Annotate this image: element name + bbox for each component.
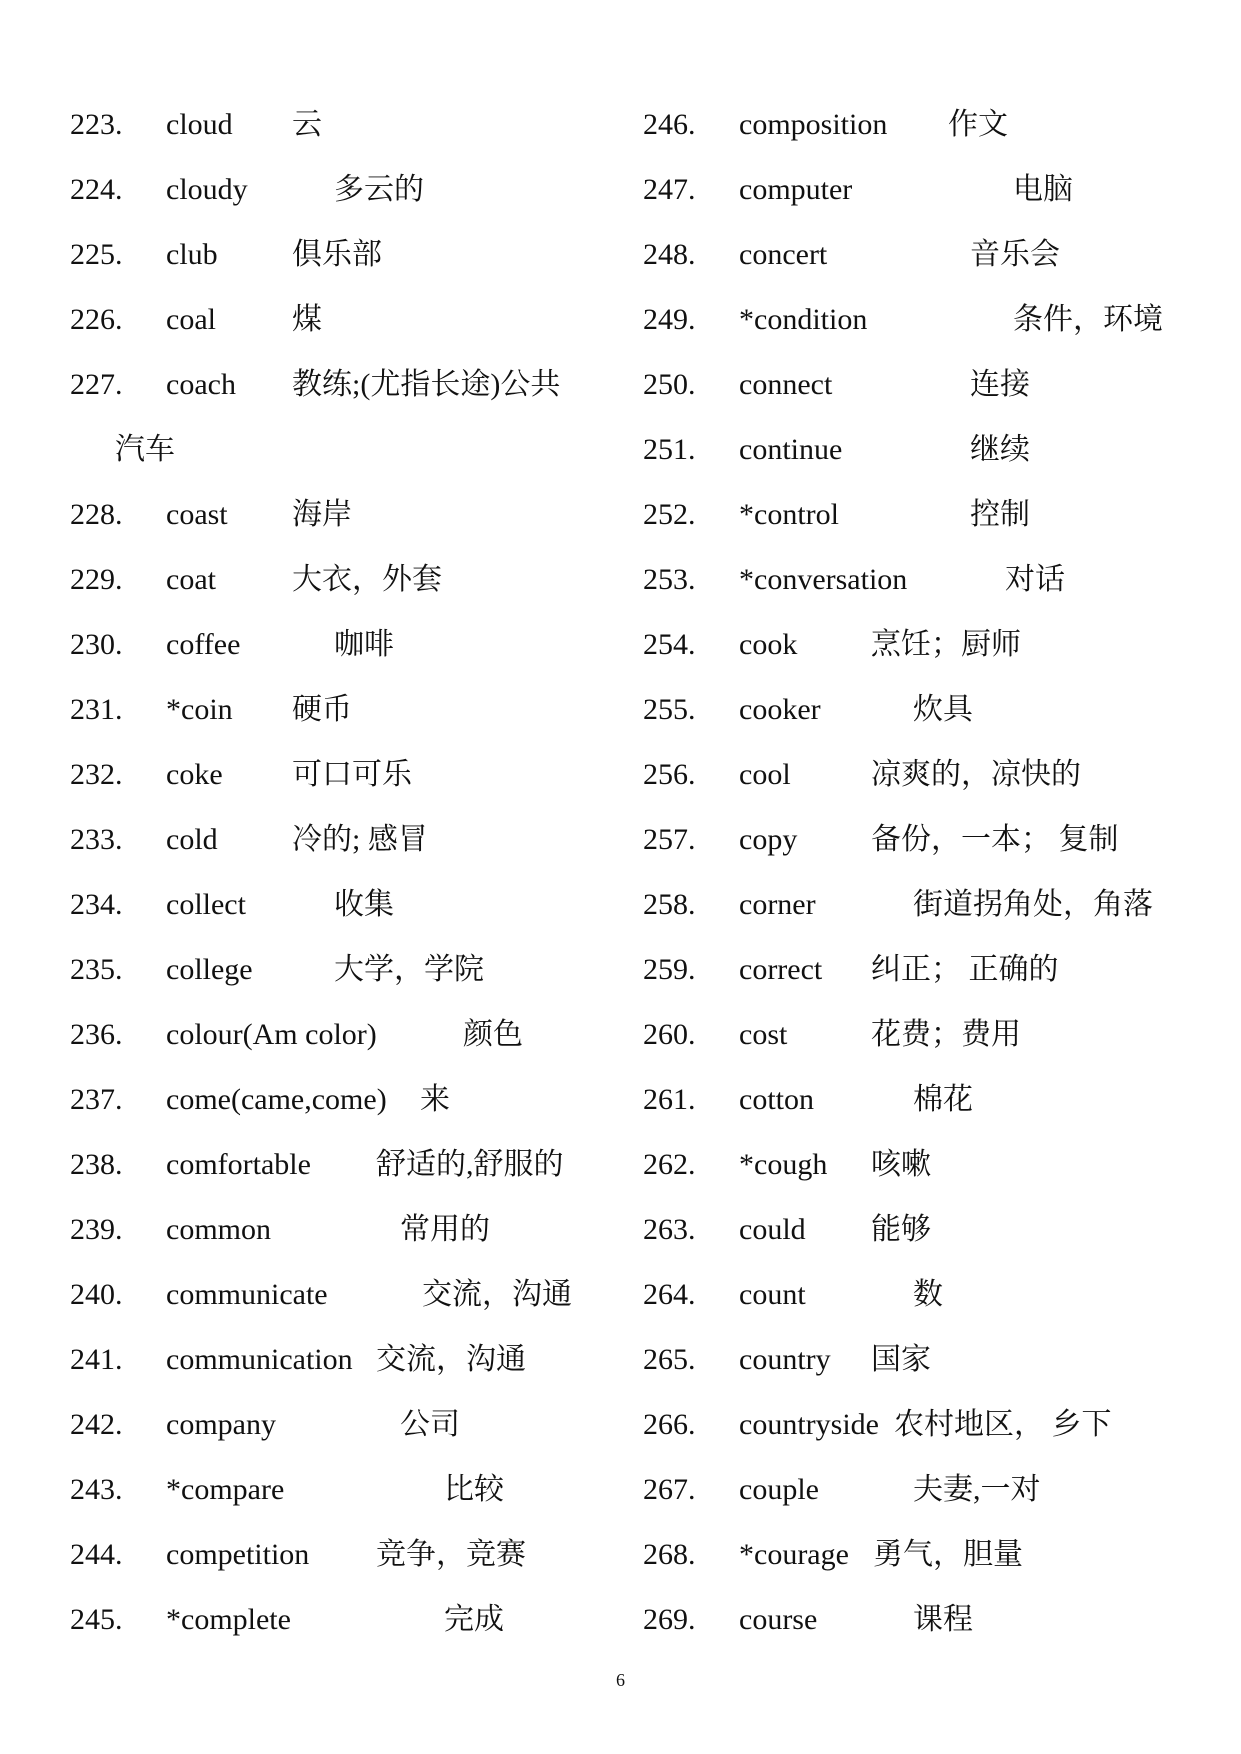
- entry-number: 224.: [70, 173, 123, 206]
- entry-meaning: 海岸: [292, 498, 352, 531]
- entry-meaning: 连接: [970, 368, 1030, 401]
- entry-number: 235.: [70, 953, 123, 986]
- entry-266: [643, 1392, 1203, 1457]
- entry-word: *cough: [739, 1148, 828, 1181]
- entry-word: concert: [739, 238, 828, 271]
- entry-meaning: 硬币: [292, 693, 352, 726]
- entry-number: 231.: [70, 693, 123, 726]
- entry-meaning: 数: [913, 1278, 943, 1311]
- entry-number: 227.: [70, 368, 123, 401]
- entry-word: coat: [166, 563, 216, 596]
- entry-word: *conversation: [739, 563, 908, 596]
- entry-word: cloudy: [166, 173, 248, 206]
- entry-number: 250.: [643, 368, 696, 401]
- entry-261: [643, 1067, 1203, 1132]
- entry-263: [643, 1197, 1203, 1262]
- entry-word: *condition: [739, 303, 868, 336]
- entry-number: 232.: [70, 758, 123, 791]
- entry-number: 266.: [643, 1408, 696, 1441]
- entry-265: [643, 1327, 1203, 1392]
- entry-number: 259.: [643, 953, 696, 986]
- entry-word: coffee: [166, 628, 241, 661]
- entry-meaning: 能够: [871, 1213, 931, 1246]
- entry-237: [70, 1067, 610, 1132]
- left-column: [70, 92, 610, 1652]
- entry-number: 256.: [643, 758, 696, 791]
- entry-245: [70, 1587, 610, 1652]
- entry-meaning: 教练;(尤指长途)公共: [292, 368, 561, 401]
- entry-number: 255.: [643, 693, 696, 726]
- entry-word: connect: [739, 368, 833, 401]
- entry-number: 239.: [70, 1213, 123, 1246]
- entry-meaning: 街道拐角处，角落: [913, 888, 1153, 921]
- entry-word: count: [739, 1278, 806, 1311]
- entry-meaning: 收集: [334, 888, 394, 921]
- entry-meaning: 作文: [948, 108, 1008, 141]
- entry-241: [70, 1327, 610, 1392]
- entry-word: copy: [739, 823, 798, 856]
- entry-260: [643, 1002, 1203, 1067]
- entry-number: 268.: [643, 1538, 696, 1571]
- entry-meaning: 勇气，胆量: [873, 1538, 1023, 1571]
- entry-234: [70, 872, 610, 937]
- entry-number: 243.: [70, 1473, 123, 1506]
- entry-number: 234.: [70, 888, 123, 921]
- entry-word: couple: [739, 1473, 819, 1506]
- entry-238: [70, 1132, 610, 1197]
- entry-meaning: 课程: [913, 1603, 973, 1636]
- entry-word: club: [166, 238, 218, 271]
- entry-number: 237.: [70, 1083, 123, 1116]
- entry-word: common: [166, 1213, 271, 1246]
- entry-word: competition: [166, 1538, 310, 1571]
- entry-meaning: 交流，沟通: [376, 1343, 526, 1376]
- entry-meaning: 比较: [444, 1473, 504, 1506]
- entry-number: 244.: [70, 1538, 123, 1571]
- entry-258: [643, 872, 1203, 937]
- entry-meaning: 交流，沟通: [422, 1278, 572, 1311]
- entry-meaning: 继续: [970, 433, 1030, 466]
- entry-253: [643, 547, 1203, 612]
- entry-number: 228.: [70, 498, 123, 531]
- entry-number: 265.: [643, 1343, 696, 1376]
- entry-225: [70, 222, 610, 287]
- entry-244: [70, 1522, 610, 1587]
- entry-number: 229.: [70, 563, 123, 596]
- entry-264: [643, 1262, 1203, 1327]
- entry-word: computer: [739, 173, 853, 206]
- entry-231: [70, 677, 610, 742]
- entry-meaning: 颜色: [463, 1018, 523, 1051]
- entry-259: [643, 937, 1203, 1002]
- entry-230: [70, 612, 610, 677]
- entry-256: [643, 742, 1203, 807]
- entry-meaning: 俱乐部: [292, 238, 382, 271]
- entry-meaning: 竞争，竞赛: [376, 1538, 526, 1571]
- entry-meaning: 对话: [1005, 563, 1065, 596]
- entry-word: coast: [166, 498, 228, 531]
- entry-number: 230.: [70, 628, 123, 661]
- entry-word: composition: [739, 108, 888, 141]
- entry-number: 238.: [70, 1148, 123, 1181]
- entry-267: [643, 1457, 1203, 1522]
- entry-meaning: 烹饪；厨师: [871, 628, 1021, 661]
- entry-number: 225.: [70, 238, 123, 271]
- entry-233: [70, 807, 610, 872]
- entry-meaning: 棉花: [913, 1083, 973, 1116]
- entry-word: cloud: [166, 108, 233, 141]
- entry-meaning: 来: [420, 1083, 450, 1116]
- entry-243: [70, 1457, 610, 1522]
- entry-meaning: 夫妻,一对: [913, 1473, 1041, 1506]
- entry-240: [70, 1262, 610, 1327]
- entry-number: 223.: [70, 108, 123, 141]
- entry-226: [70, 287, 610, 352]
- entry-word: cooker: [739, 693, 821, 726]
- entry-meaning: 多云的: [334, 173, 424, 206]
- entry-number: 260.: [643, 1018, 696, 1051]
- entry-number: 269.: [643, 1603, 696, 1636]
- entry-meaning: 炊具: [913, 693, 973, 726]
- entry-257: [643, 807, 1203, 872]
- entry-number: 262.: [643, 1148, 696, 1181]
- entry-word: country: [739, 1343, 831, 1376]
- entry-number: 267.: [643, 1473, 696, 1506]
- entry-meaning: 公司: [400, 1408, 460, 1441]
- entry-word: communication: [166, 1343, 353, 1376]
- entry-word: collect: [166, 888, 246, 921]
- entry-number: 252.: [643, 498, 696, 531]
- entry-228: [70, 482, 610, 547]
- entry-242: [70, 1392, 610, 1457]
- entry-number: 257.: [643, 823, 696, 856]
- entry-meaning: 咖啡: [334, 628, 394, 661]
- entry-meaning: 备份，一本； 复制: [871, 823, 1119, 856]
- entry-number: 247.: [643, 173, 696, 206]
- entry-meaning: 音乐会: [970, 238, 1060, 271]
- entry-word: coach: [166, 368, 236, 401]
- entry-meaning: 纠正； 正确的: [871, 953, 1059, 986]
- entry-number: 233.: [70, 823, 123, 856]
- entry-269: [643, 1587, 1203, 1652]
- entry-meaning: 大学，学院: [334, 953, 484, 986]
- entry-meaning: 舒适的,舒服的: [376, 1148, 564, 1181]
- entry-227-continuation: [70, 417, 610, 482]
- entry-meaning: 农村地区， 乡下: [894, 1408, 1112, 1441]
- entry-meaning: 煤: [292, 303, 322, 336]
- entry-word: correct: [739, 953, 823, 986]
- entry-meaning: 花费；费用: [871, 1018, 1021, 1051]
- entry-229: [70, 547, 610, 612]
- entry-251: [643, 417, 1203, 482]
- entry-number: 264.: [643, 1278, 696, 1311]
- entry-word: *courage: [739, 1538, 849, 1571]
- right-column: [643, 92, 1203, 1652]
- entry-word: cool: [739, 758, 791, 791]
- entry-235: [70, 937, 610, 1002]
- entry-word: communicate: [166, 1278, 328, 1311]
- entry-number: 249.: [643, 303, 696, 336]
- entry-255: [643, 677, 1203, 742]
- entry-meaning-continuation: 汽车: [115, 433, 175, 466]
- entry-number: 261.: [643, 1083, 696, 1116]
- entry-word: *compare: [166, 1473, 285, 1506]
- entry-meaning: 控制: [970, 498, 1030, 531]
- entry-number: 240.: [70, 1278, 123, 1311]
- entry-262: [643, 1132, 1203, 1197]
- entry-word: *coin: [166, 693, 233, 726]
- entry-239: [70, 1197, 610, 1262]
- entry-word: colour(Am color): [166, 1018, 377, 1051]
- entry-meaning: 云: [292, 108, 322, 141]
- entry-number: 253.: [643, 563, 696, 596]
- entry-252: [643, 482, 1203, 547]
- entry-268: [643, 1522, 1203, 1587]
- entry-word: comfortable: [166, 1148, 311, 1181]
- entry-word: course: [739, 1603, 818, 1636]
- entry-word: corner: [739, 888, 816, 921]
- entry-word: college: [166, 953, 253, 986]
- entry-224: [70, 157, 610, 222]
- entry-word: company: [166, 1408, 276, 1441]
- entry-word: come(came,come): [166, 1083, 387, 1116]
- entry-223: [70, 92, 610, 157]
- entry-250: [643, 352, 1203, 417]
- entry-number: 241.: [70, 1343, 123, 1376]
- entry-word: *complete: [166, 1603, 291, 1636]
- entry-249: [643, 287, 1203, 352]
- entry-247: [643, 157, 1203, 222]
- entry-meaning: 完成: [444, 1603, 504, 1636]
- entry-number: 251.: [643, 433, 696, 466]
- entry-232: [70, 742, 610, 807]
- entry-meaning: 凉爽的，凉快的: [871, 758, 1081, 791]
- entry-meaning: 常用的: [400, 1213, 490, 1246]
- entry-236: [70, 1002, 610, 1067]
- entry-word: coal: [166, 303, 216, 336]
- entry-number: 248.: [643, 238, 696, 271]
- entry-word: countryside: [739, 1408, 879, 1441]
- entry-number: 245.: [70, 1603, 123, 1636]
- entry-word: cold: [166, 823, 218, 856]
- entry-word: cook: [739, 628, 798, 661]
- page-number: 6: [616, 1670, 625, 1690]
- entry-word: continue: [739, 433, 843, 466]
- entry-number: 246.: [643, 108, 696, 141]
- entry-number: 263.: [643, 1213, 696, 1246]
- entry-number: 254.: [643, 628, 696, 661]
- entry-meaning: 大衣，外套: [292, 563, 442, 596]
- entry-word: cotton: [739, 1083, 814, 1116]
- entry-number: 242.: [70, 1408, 123, 1441]
- entry-meaning: 冷的; 感冒: [292, 823, 428, 856]
- entry-word: cost: [739, 1018, 788, 1051]
- entry-meaning: 国家: [871, 1343, 931, 1376]
- entry-word: *control: [739, 498, 839, 531]
- entry-254: [643, 612, 1203, 677]
- entry-meaning: 可口可乐: [292, 758, 412, 791]
- entry-number: 236.: [70, 1018, 123, 1051]
- entry-meaning: 电脑: [1013, 173, 1073, 206]
- entry-meaning: 条件，环境: [1013, 303, 1163, 336]
- entry-word: coke: [166, 758, 223, 791]
- entry-word: could: [739, 1213, 806, 1246]
- entry-meaning: 咳嗽: [871, 1148, 931, 1181]
- entry-227: [70, 352, 610, 417]
- entry-246: [643, 92, 1203, 157]
- entry-248: [643, 222, 1203, 287]
- entry-number: 226.: [70, 303, 123, 336]
- entry-number: 258.: [643, 888, 696, 921]
